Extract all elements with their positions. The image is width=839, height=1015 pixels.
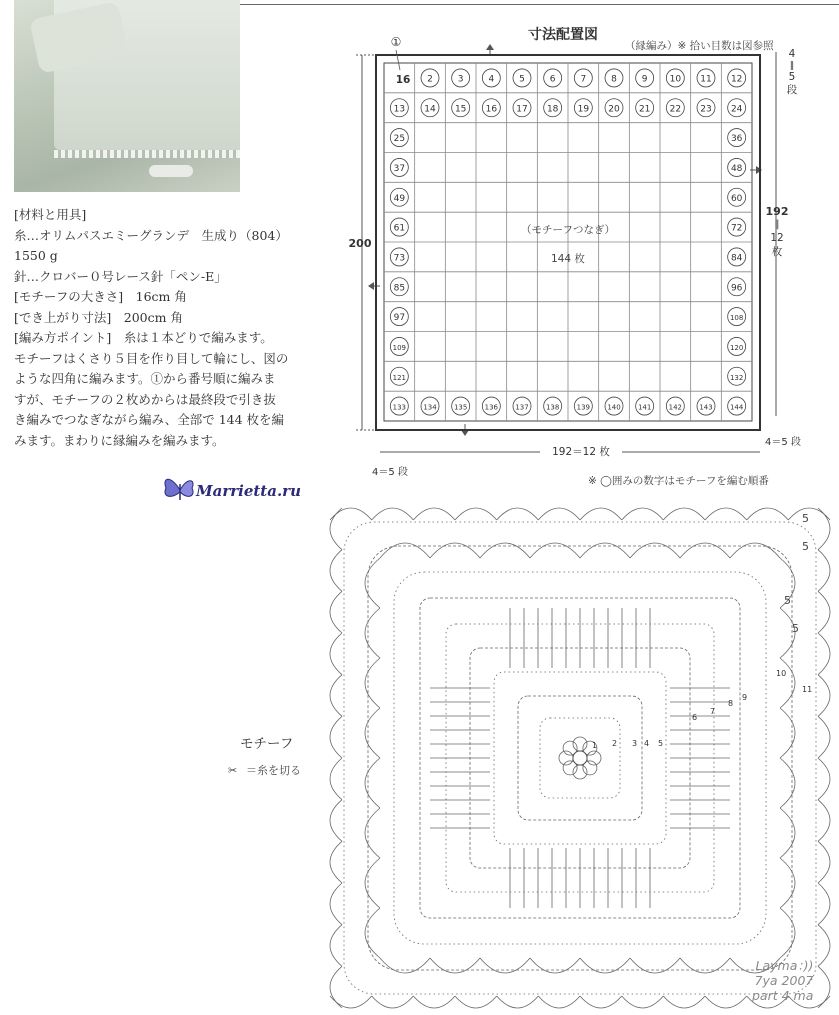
motif-order-number: 21	[638, 104, 651, 115]
edge-row-label: 5	[802, 512, 809, 525]
svg-text:‖: ‖	[774, 219, 780, 230]
motif-order-number: 20	[608, 104, 620, 115]
motif-order-number: 143	[699, 403, 713, 412]
materials-line: [モチーフの大きさ] 16cm 角	[14, 289, 187, 304]
motif-order-number: 49	[393, 193, 406, 204]
bottom-right-dimension: 4＝5 段	[765, 437, 801, 448]
motif-order-number: 37	[393, 163, 406, 174]
center-count: 144 枚	[551, 253, 585, 265]
motif-order-number: 15	[454, 104, 467, 115]
motif-order-number: 73	[393, 253, 406, 264]
motif-order-number: 17	[516, 104, 528, 115]
order-note: ※ ◯囲みの数字はモチーフを編む順番	[588, 475, 769, 487]
motif-order-number: 120	[729, 343, 744, 352]
top-right-dimension-unit: 5	[788, 71, 796, 83]
materials-line: [材料と用具]	[14, 207, 87, 222]
motif-order-number: 85	[393, 283, 406, 294]
materials-block	[14, 205, 304, 451]
layout-diagram-title: 寸法配置図	[528, 27, 598, 43]
edge-row-label: 5	[792, 622, 799, 635]
motif-order-number: 61	[393, 223, 406, 234]
row-label: 9	[742, 693, 748, 702]
right-dimension-unit: 12	[770, 232, 784, 244]
motif-order-number: 9	[641, 74, 648, 85]
row-label: 6	[692, 713, 698, 722]
motif-order-number: 141	[637, 403, 652, 412]
top-right-dimension-value: 4	[788, 48, 796, 60]
blanket-fringe	[54, 150, 240, 158]
materials-line: 針…クロバー０号レース針「ペン-E」	[14, 268, 227, 284]
site-logo[interactable]	[160, 470, 315, 510]
motif-order-number: 6	[549, 74, 556, 85]
motif-order-number: 72	[730, 223, 743, 234]
motif-order-number: 139	[576, 403, 591, 412]
top-rule	[240, 4, 839, 5]
motif-order-number: 36	[730, 134, 743, 145]
row-label: 11	[802, 685, 813, 694]
motif-order-number: 144	[729, 403, 744, 412]
motif-order-number: 3	[457, 74, 464, 85]
edge-row-label: 5	[802, 540, 809, 553]
motif-order-number: 60	[730, 193, 743, 204]
watermark-line: Layma：))	[755, 958, 814, 973]
materials-line: [編み方ポイント] 糸は１本どりで編みます。	[14, 330, 273, 345]
motif-order-number: 25	[393, 134, 406, 145]
motif-order-number: 13	[393, 104, 406, 115]
materials-line: 1550 g	[14, 248, 58, 263]
motif-order-number: 136	[484, 403, 499, 412]
bottom-left-dimension: 4＝5 段	[372, 467, 408, 478]
watermark-line: part 4 ma	[752, 988, 814, 1003]
watermark	[752, 958, 813, 1003]
row-label: 8	[728, 699, 734, 708]
motif-order-number: 23	[700, 104, 712, 115]
row-label: 10	[776, 669, 787, 678]
bottom-dimension: 192＝12 枚	[552, 446, 610, 458]
motif-order-number: 22	[669, 104, 682, 115]
slippers-shape	[149, 165, 193, 177]
sofa-photo	[14, 0, 240, 192]
motif-order-number: 140	[607, 403, 621, 412]
row-label: 5	[658, 739, 664, 748]
top-right-dimension-label: 段	[786, 84, 798, 96]
motif-order-number: 16	[485, 104, 498, 115]
watermark-line: 7ya 2007	[754, 973, 814, 988]
motif-order-number: 109	[392, 343, 407, 352]
motif-order-number: 8	[611, 74, 617, 85]
butterfly-icon	[160, 470, 200, 510]
right-dimension-value: 192	[765, 205, 789, 218]
first-cell-label: 16	[395, 74, 411, 86]
right-dimension-label: 枚	[771, 246, 783, 258]
materials-line: ような四角に編みます。①から番号順に編みま	[14, 371, 276, 386]
edge-note: （縁編み）※ 拾い目数は図参照	[625, 40, 774, 52]
motif-order-number: 18	[546, 104, 559, 115]
row-label: 7	[710, 707, 716, 716]
edge-row-label: 5	[784, 594, 791, 607]
layout-diagram	[340, 30, 820, 480]
cut-thread-icon: ✂	[228, 764, 238, 777]
svg-text:‖: ‖	[789, 61, 795, 71]
motif-order-number: 108	[729, 314, 744, 323]
motif-order-number: 97	[393, 313, 406, 324]
motif-order-number: 11	[700, 74, 712, 85]
materials-line: すが、モチーフの２枚めからは最終段で引き抜	[14, 391, 276, 407]
layout-grid	[384, 63, 752, 421]
motif-order-number: 137	[515, 403, 529, 412]
motif-order-number: 135	[453, 403, 468, 412]
motif-order-number: 24	[730, 104, 743, 115]
motif-order-number: 96	[730, 283, 743, 294]
row-label: 3	[632, 739, 638, 748]
motif-order-number: 134	[423, 403, 437, 412]
materials-line: モチーフはくさり５目を作り目して輪にし、図の	[14, 350, 289, 366]
motif-crochet-chart	[322, 500, 839, 1015]
motif-order-number: 121	[392, 373, 407, 382]
row-label: 1	[592, 741, 598, 750]
cut-thread-note	[228, 762, 301, 778]
motif-order-number: 14	[424, 104, 436, 115]
materials-line: 糸…オリムパスエミーグランデ 生成り（804）	[14, 227, 288, 243]
motif-order-number: 133	[392, 403, 407, 412]
motif-order-number: 132	[729, 373, 744, 382]
motif-order-number: 5	[519, 74, 525, 85]
height-dimension: 200	[348, 237, 372, 250]
start-marker: ①	[390, 35, 402, 49]
row-labels	[592, 512, 812, 750]
row-label: 2	[612, 739, 618, 748]
motif-order-number: 138	[545, 403, 560, 412]
materials-line: [でき上がり寸法] 200cm 角	[14, 309, 183, 325]
motif-order-number: 142	[668, 403, 683, 412]
motif-order-number: 19	[577, 104, 590, 115]
motif-order-number: 12	[730, 74, 743, 85]
cut-thread-text: ＝糸を切る	[246, 764, 301, 777]
motif-order-number: 2	[427, 74, 433, 85]
materials-line: みます。まわりに縁編みを編みます。	[14, 432, 225, 448]
motif-order-number: 84	[730, 253, 743, 264]
logo-text: Marrietta.ru	[196, 482, 301, 500]
center-label: （モチーフつなぎ）	[521, 224, 615, 236]
row-label: 4	[644, 739, 650, 748]
motif-title: モチーフ	[240, 736, 294, 752]
motif-order-number: 48	[730, 163, 743, 174]
motif-order-number: 7	[580, 74, 587, 85]
materials-line: き編みでつなぎながら編み、全部で 144 枚を編	[14, 412, 285, 427]
motif-order-number: 4	[488, 74, 495, 85]
motif-order-number: 10	[669, 74, 682, 85]
